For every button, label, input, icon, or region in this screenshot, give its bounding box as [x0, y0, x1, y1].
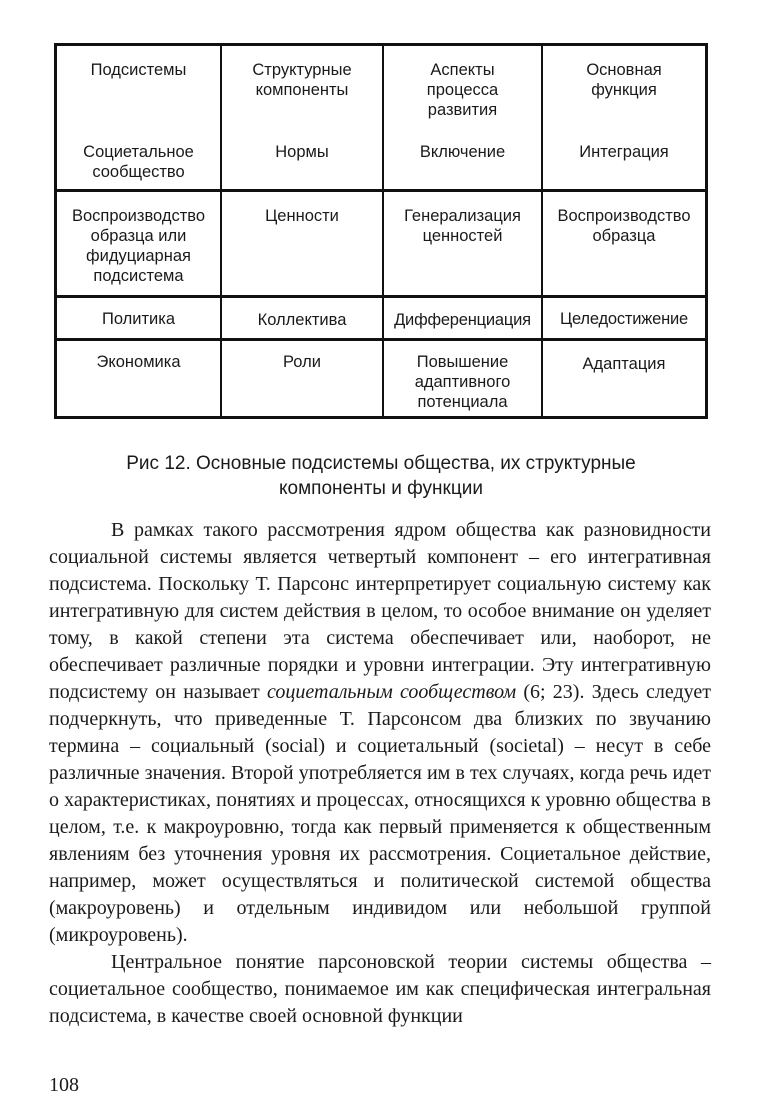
- table-cell: Политика: [101, 310, 176, 328]
- emphasis-term: социетальным сообществом: [267, 681, 517, 703]
- table-divider: [57, 295, 705, 298]
- header-cell-components: Структурные компоненты: [252, 61, 352, 99]
- header-cell-subsystems: Подсистемы: [90, 61, 187, 79]
- table-cell: Коллектива: [257, 311, 347, 329]
- table-cell: Включение: [419, 143, 506, 161]
- figure-table: [54, 43, 708, 419]
- table-cell: Целедостижение: [559, 310, 689, 328]
- table-cell: Социетальное сообщество: [83, 143, 194, 181]
- table-cell: Генерализация ценностей: [404, 207, 521, 245]
- header-cell-aspects: Аспекты процесса развития: [426, 61, 499, 119]
- paragraph: Центральное понятие парсоновской теории системы общества – социетальное сообщество, понимаемое им как специфическая интегральная подсистема, в качестве своей основной функции: [49, 951, 711, 1027]
- table-cell: Роли: [283, 353, 321, 371]
- table-cell: Дифференциация: [394, 311, 531, 329]
- table-cell: Воспроизводство образца: [557, 207, 691, 245]
- table-cell: Ценности: [265, 207, 339, 225]
- table-divider: [57, 338, 705, 341]
- paragraph: [49, 517, 711, 949]
- paragraph-text: В рамках такого рассмотрения ядром общества как разновидности социальной системы является четвертый компонент – его интегративная подсистема. Поскольку Т. Парсонс интерпретирует социальную систему как интегративную для систем действия в целом, то особое внимание он уделяет тому, в какой степени эта система обеспечивает или, наоборот, не обеспечивает различные порядки и уровни интеграции. Эту интегративную подсистему он называет: [49, 519, 711, 703]
- paragraph-text: (6; 23). Здесь следует подчеркнуть, что приведенные Т. Парсонсом два близких по звучанию термина – социальный (social) и социетальный (societal) – несут в себе различные значения. Второй употребляется им в тех случаях, когда речь идет о характеристиках, понятиях и процессах, относящихся к уровню общества в целом, т.е. к макроуровню, тогда как первый применяется к общественным явлениям без уточнения уровня их рассмотрения. Социетальное действие, например, может осуществляться и политической системой общества (макроуровень) и отдельным индивидом или небольшой группой (микроуровень).: [49, 681, 712, 946]
- page-number: 108: [49, 1074, 79, 1096]
- table-cell: Экономика: [96, 353, 181, 371]
- figure-caption: Рис 12. Основные подсистемы общества, их структурные компоненты и функции: [126, 453, 636, 499]
- table-cell: Интеграция: [579, 143, 669, 161]
- body-text: [49, 517, 711, 1030]
- table-cell: Повышение адаптивного потенциала: [414, 353, 511, 411]
- header-cell-function: Основная функция: [586, 61, 662, 99]
- table-divider: [57, 189, 705, 192]
- table-cell: Адаптация: [582, 355, 666, 373]
- table-cell: Воспроизводство образца или фидуциарная подсистема: [71, 207, 206, 285]
- table-cell: Нормы: [275, 143, 329, 161]
